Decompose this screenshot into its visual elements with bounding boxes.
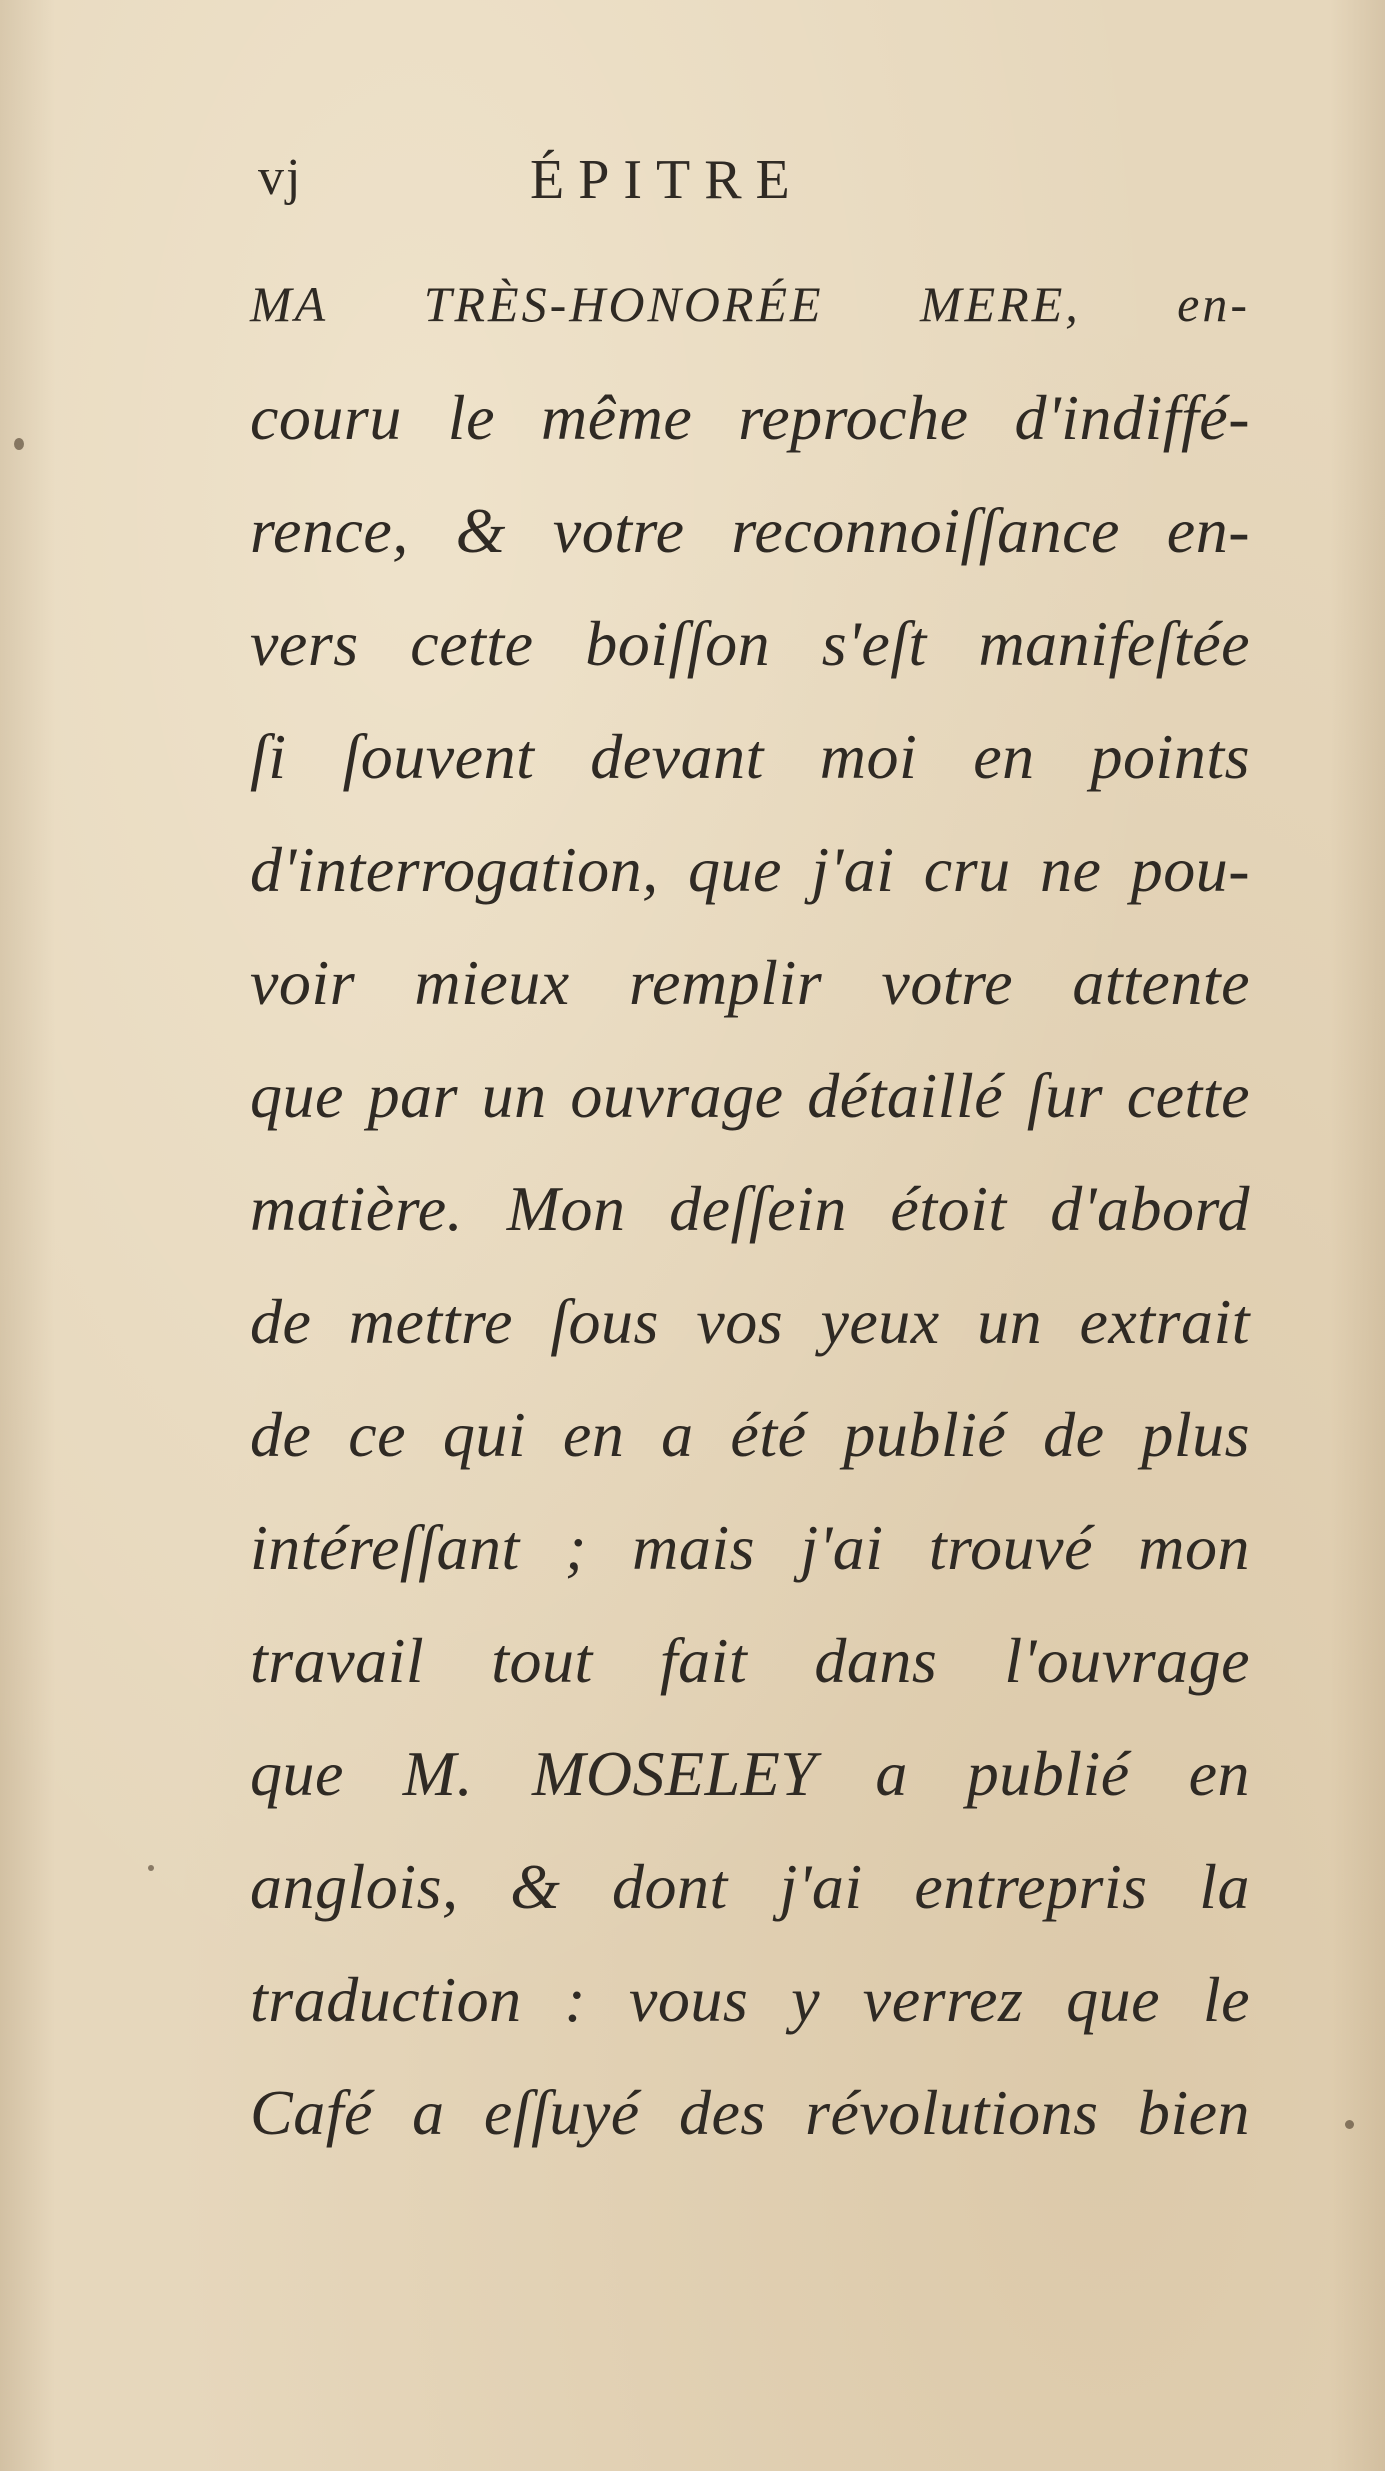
page-header <box>0 148 1385 228</box>
text-line: voir mieux remplir votre attente <box>250 947 1250 1018</box>
ink-speck <box>148 1865 154 1871</box>
text-line: d'interrogation, que j'ai cru ne pou- <box>250 834 1250 905</box>
text-line: que M. MOSELEY a publié en <box>250 1738 1250 1809</box>
text-line: MA TRÈS-HONORÉE MERE, en- <box>250 276 1250 332</box>
text-line: matière. Mon deſſein étoit d'abord <box>250 1173 1250 1244</box>
body-text <box>250 248 1250 2169</box>
text-line: intéreſſant ; mais j'ai trouvé mon <box>250 1512 1250 1583</box>
ink-speck <box>1345 2120 1354 2129</box>
text-line: travail tout fait dans l'ouvrage <box>250 1625 1250 1696</box>
text-line: Café a eſſuyé des révolutions bien <box>250 2077 1250 2148</box>
text-line: vers cette boiſſon s'eſt manifeſtée <box>250 608 1250 679</box>
text-line: anglois, & dont j'ai entrepris la <box>250 1851 1250 1922</box>
ink-speck <box>14 438 24 450</box>
text-line: ſi ſouvent devant moi en points <box>250 721 1250 792</box>
text-line: de ce qui en a été publié de plus <box>250 1399 1250 1470</box>
running-head: ÉPITRE <box>530 149 804 211</box>
text-line: traduction : vous y verrez que le <box>250 1964 1250 2035</box>
page-number: vj <box>258 149 303 206</box>
text-line: que par un ouvrage détaillé ſur cette <box>250 1060 1250 1131</box>
text-line: couru le même reproche d'indiffé- <box>250 382 1250 453</box>
text-line: rence, & votre reconnoiſſance en- <box>250 495 1250 566</box>
text-line: de mettre ſous vos yeux un extrait <box>250 1286 1250 1357</box>
